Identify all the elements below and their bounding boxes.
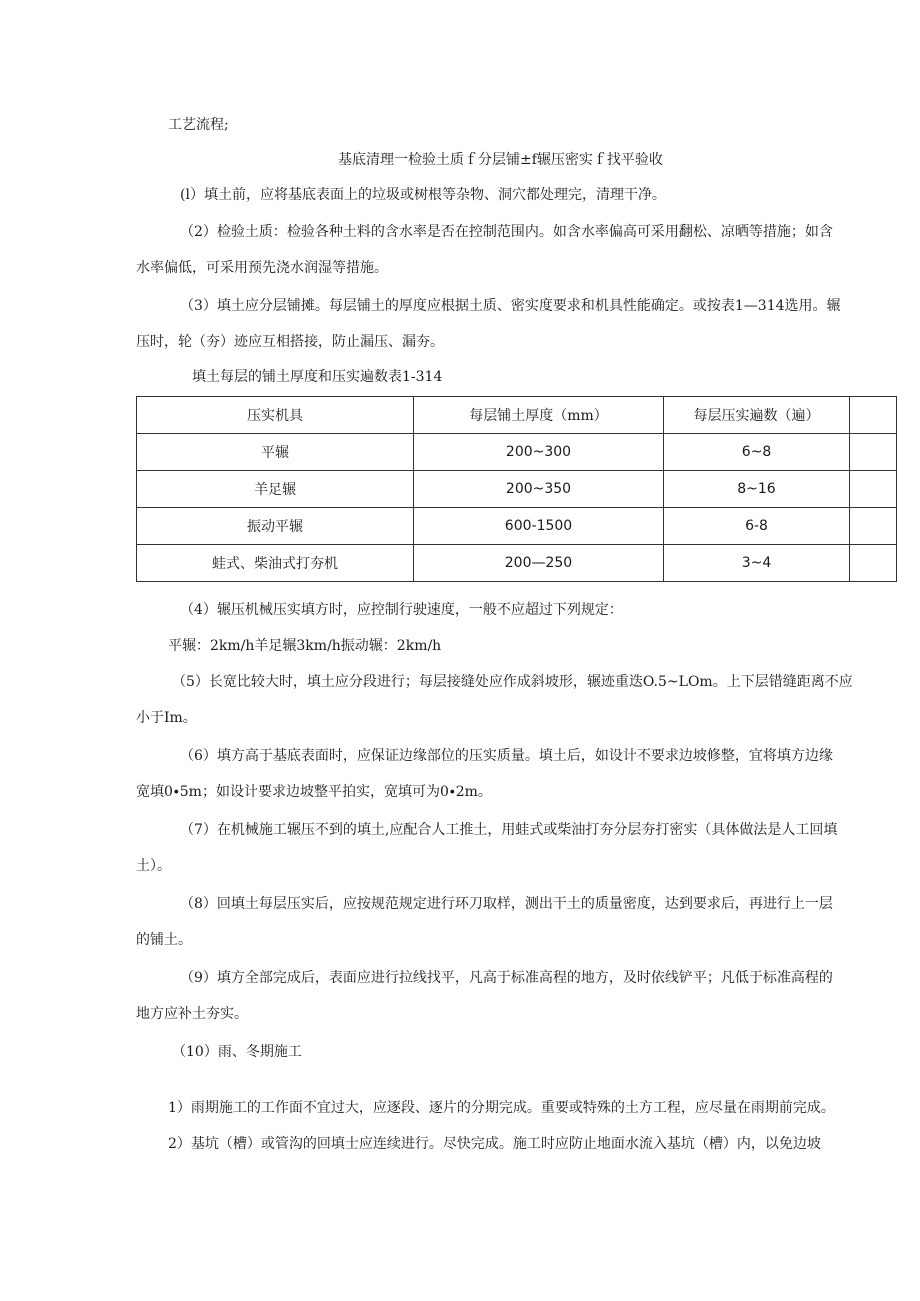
table-header-row [137,397,897,434]
paragraph-5-line-2: 小于Im。 [136,710,197,726]
sub-item-2: 2）基坑（槽）或管沟的回填士应连续进行。尽快完成。施工时应防止地面水流入基坑（槽）内，以免边坡 [168,1136,821,1152]
speed-limits: 平辗：2km∕h羊足辗3km∕h振动辗：2km∕h [168,638,442,654]
paragraph-5-line-1: （5）长宽比较大时，填土应分段进行；每层接缝处应作成斜坡形，辗迹重迭O.5~LOm。上下层错缝距离不应 [172,674,853,690]
paragraph-7-line-1: （7）在机械施工辗压不到的填土,应配合人工推土，用蛙式或柴油打夯分层夯打密实（具体做法是人工回填 [180,822,838,838]
process-title: 工艺流程; [168,117,229,133]
header-passes: 每层压实遍数（遍） [664,397,850,434]
paragraph-4: （4）辗压机械压实填方时，应控制行驶速度，一般不应超过下列规定： [180,602,623,618]
paragraph-8-line-1: （8）回填土每层压实后，应按规范规定进行环刀取样，测出干土的质量密度，达到要求后，再进行上一层 [180,896,833,912]
cell-machine: 羊足辗 [137,471,414,508]
paragraph-9-line-1: （9）填方全部完成后，表面应进行拉线找平，凡高于标准高程的地方，及时依线铲平；凡低于标准高程的 [180,970,833,986]
cell-empty [850,545,897,582]
cell-passes: 6~8 [664,434,850,471]
paragraph-1: (l）填土前，应将基底表面上的垃圾或树根等杂物、洞穴都处理完，清理干净。 [180,187,666,203]
cell-passes: 6-8 [664,508,850,545]
cell-thickness: 200~300 [414,434,664,471]
cell-thickness: 200—250 [414,545,664,582]
cell-passes: 8~16 [664,471,850,508]
paragraph-9-line-2: 地方应补土夯实。 [136,1006,248,1022]
paragraph-10-heading: （10）雨、冬期施工 [172,1044,302,1060]
paragraph-3-line-1: （3）填土应分层铺摊。每层铺土的厚度应根据土质、密实度要求和机具性能确定。或按表1—314选用。辗 [180,298,841,314]
table-row [137,434,897,471]
cell-thickness: 200~350 [414,471,664,508]
sub-item-1: 1）雨期施工的工作面不宜过大，应逐段、逐片的分期完成。重要或特殊的土方工程，应尽量在雨期前完成。 [168,1100,835,1116]
cell-thickness: 600-1500 [414,508,664,545]
cell-passes: 3~4 [664,545,850,582]
header-thickness: 每层铺土厚度（mm） [414,397,664,434]
paragraph-6-line-1: （6）填方高于基底表面时，应保证边缘部位的压实质量。填土后，如设计不要求边坡修整，宜将填方边缘 [180,748,833,764]
paragraph-2-line-2: 水率偏低，可采用预先浇水润湿等措施。 [136,260,388,276]
table-row [137,545,897,582]
compaction-table [136,396,897,582]
table-row [137,508,897,545]
cell-empty [850,434,897,471]
paragraph-3-line-2: 压时，轮（夯）迹应互相搭接，防止漏压、漏夯。 [136,334,444,350]
header-machine: 压实机具 [137,397,414,434]
table-row [137,471,897,508]
cell-empty [850,471,897,508]
header-empty [850,397,897,434]
cell-machine: 振动平辗 [137,508,414,545]
paragraph-7-line-2: 土）。 [136,858,171,874]
table-caption: 填土每层的铺土厚度和压实遍数表1-314 [192,369,443,385]
cell-machine: 蛙式、柴油式打夯机 [137,545,414,582]
paragraph-2-line-1: （2）检验土质：检验各种土料的含水率是否在控制范围内。如含水率偏高可采用翻松、凉晒等措施；如含 [180,224,833,240]
cell-machine: 平辗 [137,434,414,471]
paragraph-8-line-2: 的铺土。 [136,932,192,948]
cell-empty [850,508,897,545]
paragraph-6-line-2: 宽填0∙5m；如设计要求边坡整平拍实，宽填可为0∙2m。 [136,784,492,800]
process-flow: 基底清理一检验土质ｆ分层铺±f辗压密实ｆ找平验收 [338,152,663,168]
